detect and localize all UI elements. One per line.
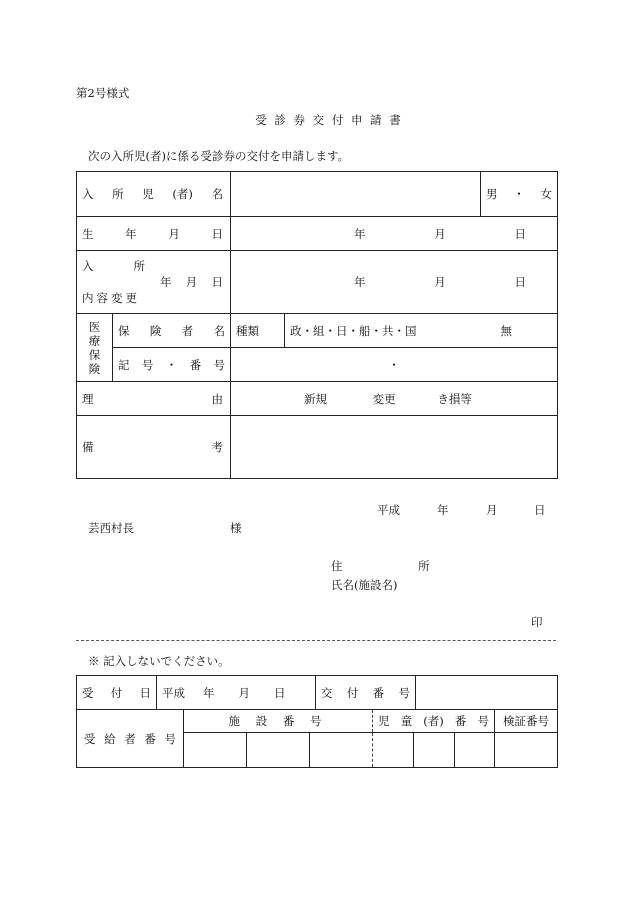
remarks-row [77,416,558,479]
form-title: 受 診 券 交 付 申 請 書 [255,113,403,127]
child-number-label: 児 童 (者) 番 号 [373,710,495,733]
reason-label: 理 由 [77,382,231,416]
issue-number-label: 交 付 番 号 [316,676,416,710]
applicant-name-label: 氏名(施設名) [331,578,398,592]
birth-date-field[interactable]: 年 月 日 [231,217,558,251]
cut-line [76,640,556,641]
received-date-field: 平成 年 月 日 [157,676,316,710]
code-field[interactable] [231,348,558,382]
type-label: 種類 [231,314,285,348]
code-label: 記 号 ・ 番 号 [113,348,231,382]
medical-insurance-label: 医 療 保 険 [77,314,113,382]
received-date-label: 受 付 日 [77,676,157,710]
address-label: 住 所 [331,559,466,573]
name-label: 入 所 児 (者) 名 [77,172,231,217]
change-label: 入 所 年 月 日 内容変更 [77,251,231,314]
date-year: 年 [437,503,449,517]
insurer-row [77,314,558,348]
check-number-label: 検証番号 [495,710,558,733]
addressee: 芸西村長 [88,521,134,535]
issue-number-field [416,676,558,710]
child-number-cell [414,733,455,768]
facility-number-label: 施 設 番 号 [184,710,373,733]
type-none: 無 [500,323,513,338]
reason-new[interactable]: 新規 [304,391,328,406]
office-use-note: ※ 記入しないでください。 [88,654,230,668]
child-number-cell [373,733,414,768]
remarks-label: 備 考 [77,416,231,479]
change-row [77,251,558,314]
form-number: 第2号様式 [76,86,130,100]
code-separator: ・ [388,357,400,372]
name-row [77,172,558,217]
date-month: 月 [486,503,498,517]
facility-number-cell [247,733,310,768]
insurer-label: 保 険 者 名 [113,314,231,348]
reason-field[interactable] [231,382,558,416]
type-field[interactable] [285,314,558,348]
recipient-number-label: 受 給 者 番 号 [77,710,184,768]
office-use-table-top [76,675,558,710]
intro-text: 次の入所児(者)に係る受診券の交付を申請します。 [88,149,350,163]
birth-label: 生 年 月 日 [77,217,231,251]
change-date-field[interactable]: 年 月 日 [231,251,558,314]
reason-change[interactable]: 変更 [372,391,396,406]
date-era: 平成 [377,503,400,517]
child-number-cell [455,733,495,768]
code-row [77,348,558,382]
facility-number-cell [310,733,373,768]
birth-row [77,217,558,251]
application-table [76,171,558,479]
name-field[interactable] [231,172,481,217]
reason-row [77,382,558,416]
gender-field[interactable]: 男 ・ 女 [481,172,558,217]
honorific: 様 [230,521,242,535]
check-number-cell [495,733,558,768]
office-use-table-bottom [76,709,558,768]
reason-damage[interactable]: き損等 [437,391,472,406]
date-day: 日 [534,503,546,517]
seal-mark: 印 [531,615,543,629]
facility-number-cell [184,733,247,768]
type-options: 政・組・日・船・共・国 [290,323,417,338]
change-label-3: 内容変更 [82,291,140,305]
remarks-field[interactable] [231,416,558,479]
